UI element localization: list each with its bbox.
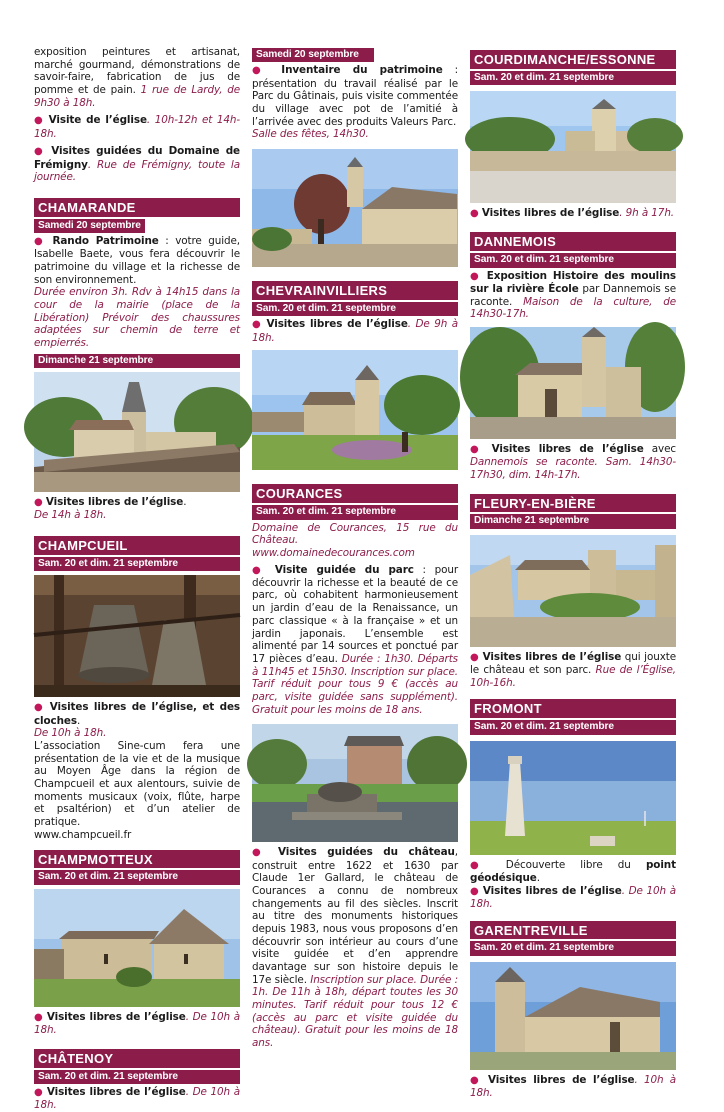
date-badge: Sam. 20 et dim. 21 septembre	[34, 557, 240, 571]
photo-champmotteux-church	[34, 889, 240, 1007]
date-badge: Sam. 20 et dim. 21 septembre	[470, 720, 676, 734]
photo-courances-chateau	[252, 724, 458, 842]
bullet-icon: ●	[34, 1087, 44, 1098]
column-1	[34, 46, 240, 1112]
bullet-icon: ●	[470, 270, 482, 282]
visite-eglise-item: ● Visite de l’église. 10h-12h et 14h-18h.	[34, 114, 240, 140]
photo-fleury-church	[470, 535, 676, 647]
section-title-courances: COURANCES	[252, 484, 458, 503]
date-badge: Sam. 20 et dim. 21 septembre	[34, 1070, 240, 1084]
chamarande-visites-info: De 14h à 18h.	[34, 509, 107, 522]
section-title-dannemois: DANNEMOIS	[470, 232, 676, 251]
photo-courdimanche-church	[470, 91, 676, 203]
bullet-icon: ●	[34, 146, 46, 158]
champcueil-assoc-text: L’association Sine-cum fera une présentation de la vie et de la musique au Moyen Âge dans la région de Champcueil et aux alentours, suivie de moments musicaux (voix, flûte, harpe et psaltérion) et d’un atelier de pratique.	[34, 740, 240, 829]
chevrainvilliers-visites-item: ● Visites libres de l’église. De 9h à 18h.	[252, 318, 458, 344]
courances-parc-item: ● Visite guidée du parc : pour découvrir la richesse et la beauté de ce parc, où cohabitent harmonieusement un jardin d’eau de la Renaissance, un parc classique « à la française » et un jardin japonais. L’ensemble est alimenté par 14 sources et ponctué par 17 pièces d’eau. Durée : 1h30. Départs à 11h45 et 15h30. Inscription sur place. Tarif réduit pour tous 9 € (accès au parc, visite guidée sans supplément). Gratuit pour les moins de 18 ans.	[252, 563, 458, 716]
fromont-point-item: ● Découverte libre du point géodésique.	[470, 858, 676, 884]
inventaire-info: Salle des fêtes, 14h30.	[252, 128, 369, 141]
fromont-visites-item: ● Visites libres de l’église. De 10h à 18h.	[470, 884, 676, 910]
date-badge: Sam. 20 et dim. 21 septembre	[470, 71, 676, 85]
domaine-fremigny-item: ● Visites guidées du Domaine de Frémigny. Rue de Frémigny, toute la journée.	[34, 145, 240, 184]
courdimanche-visites-item: ● Visites libres de l’église. 9h à 17h.	[470, 207, 675, 220]
dannemois-visites-item: ● Visites libres de l’église avec Dannemois se raconte. Sam. 14h30-17h30, dim. 14h-17h.	[470, 443, 676, 481]
column-3	[470, 50, 676, 1100]
champcueil-visites-info: De 10h à 18h.	[34, 727, 107, 740]
bullet-icon: ●	[252, 847, 268, 859]
champcueil-url[interactable]: www.champcueil.fr	[34, 828, 132, 841]
date-badge: Dimanche 21 septembre	[34, 354, 240, 368]
courances-chateau-item: ● Visites guidées du château, construit entre 1622 et 1630 par Claude 1er Gallard, le château de Courances a connu de nombreux changements au fil des siècles. Inscrit au titre des monuments historiques depuis 1983, nous vous proposons d’en découvrir son intérieur au cours d’une visite guidée et d’en apprendre davantage sur son histoire depuis le 17e siècle. Inscription sur place. Durée : 1h. De 11h à 18h, départ toutes les 30 minutes. Tarif réduit pour tous 12 € (accès au parc et visite guidée du château). Gratuit pour les moins de 18 ans.	[252, 846, 458, 1050]
champmotteux-visites-item: ● Visites libres de l’église. De 10h à 18h.	[34, 1010, 240, 1037]
photo-garentreville-church	[470, 962, 676, 1070]
bullet-icon: ●	[34, 115, 45, 127]
photo-chevrainvilliers-church	[252, 350, 458, 470]
bullet-icon: ●	[34, 702, 45, 714]
bullet-icon: ●	[34, 1011, 44, 1023]
date-badge: Sam. 20 et dim. 21 septembre	[470, 253, 676, 267]
photo-dannemois-church	[470, 327, 676, 439]
photo-fromont-geodesic-point	[470, 741, 676, 855]
date-badge: Sam. 20 et dim. 21 septembre	[252, 505, 458, 519]
bullet-icon: ●	[34, 497, 43, 509]
courances-domaine-info: Domaine de Courances, 15 rue du Château. www.domainedecourances.com	[252, 521, 458, 559]
section-title-chevrainvilliers: CHEVRAINVILLIERS	[252, 281, 458, 300]
bullet-icon: ●	[470, 651, 480, 663]
section-title-chatenoy: CHÂTENOY	[34, 1049, 240, 1068]
section-title-fleury: FLEURY-EN-BIÈRE	[470, 494, 676, 513]
bullet-icon: ●	[470, 1074, 482, 1086]
date-badge: Sam. 20 et dim. 21 septembre	[252, 302, 458, 316]
section-title-fromont: FROMONT	[470, 699, 676, 718]
section-title-champmotteux: CHAMPMOTTEUX	[34, 850, 240, 869]
chatenoy-visites-item: ● Visites libres de l’église. De 10h à 18h.	[34, 1086, 240, 1112]
champcueil-visites-item: ● Visites libres de l’église, et des cloches.	[34, 701, 240, 727]
date-badge: Samedi 20 septembre	[252, 48, 374, 62]
chamarande-visites-item: ● Visites libres de l’église.	[34, 496, 187, 509]
photo-champcueil-bells	[34, 575, 240, 697]
rando-item: ● Rando Patrimoine : votre guide, Isabelle Baete, vous fera découvrir le patrimoine du village et la richesse de son environnement.	[34, 235, 240, 286]
section-title-chamarande: CHAMARANDE	[34, 198, 240, 217]
bullet-icon: ●	[470, 208, 479, 220]
bullet-icon: ●	[470, 859, 491, 871]
photo-chamarande-church	[34, 372, 240, 492]
bullet-icon: ●	[252, 319, 262, 331]
bullet-icon: ●	[470, 444, 484, 456]
intro-text: exposition peintures et artisanat, marché gourmand, démonstrations de savoir-faire, fabrication de jus de pomme et de pain. 1 rue de Lardy, de 9h30 à 18h.	[34, 46, 240, 109]
column-2	[252, 48, 458, 1050]
date-badge: Samedi 20 septembre	[34, 219, 145, 233]
section-title-champcueil: CHAMPCUEIL	[34, 536, 240, 555]
bullet-icon: ●	[34, 236, 46, 248]
photo-inventaire-church	[252, 149, 458, 267]
inventaire-item: ● Inventaire du patrimoine : présentation du travail réalisé par le Parc du Gâtinais, puis visite commentée du village avec pot de l’amitié à l’arrivée avec des produits Valeurs Parc.	[252, 64, 459, 128]
bullet-icon: ●	[252, 564, 267, 576]
dannemois-expo-item: ● Exposition Histoire des moulins sur la rivière École par Dannemois se raconte. Maison de la culture, de 14h30-17h.	[470, 269, 676, 321]
bullet-icon: ●	[470, 885, 480, 897]
fleury-visites-item: ● Visites libres de l’église qui jouxte le château et son parc. Rue de l’Église, 10h-16h.	[470, 650, 677, 689]
section-title-courdimanche: COURDIMANCHE/ESSONNE	[470, 50, 676, 69]
bullet-icon: ●	[252, 65, 270, 77]
date-badge: Sam. 20 et dim. 21 septembre	[34, 870, 240, 884]
rando-info: Durée environ 3h. Rdv à 14h15 dans la cour de la mairie (place de la Libération) Prévoir des chaussures adaptées sur chemin de terre et empierrés.	[34, 286, 240, 350]
date-badge: Dimanche 21 septembre	[470, 514, 676, 528]
date-badge: Sam. 20 et dim. 21 septembre	[470, 941, 676, 955]
section-title-garentreville: GARENTREVILLE	[470, 921, 676, 940]
garentreville-visites-item: ● Visites libres de l’église. 10h à 18h.	[470, 1073, 676, 1099]
